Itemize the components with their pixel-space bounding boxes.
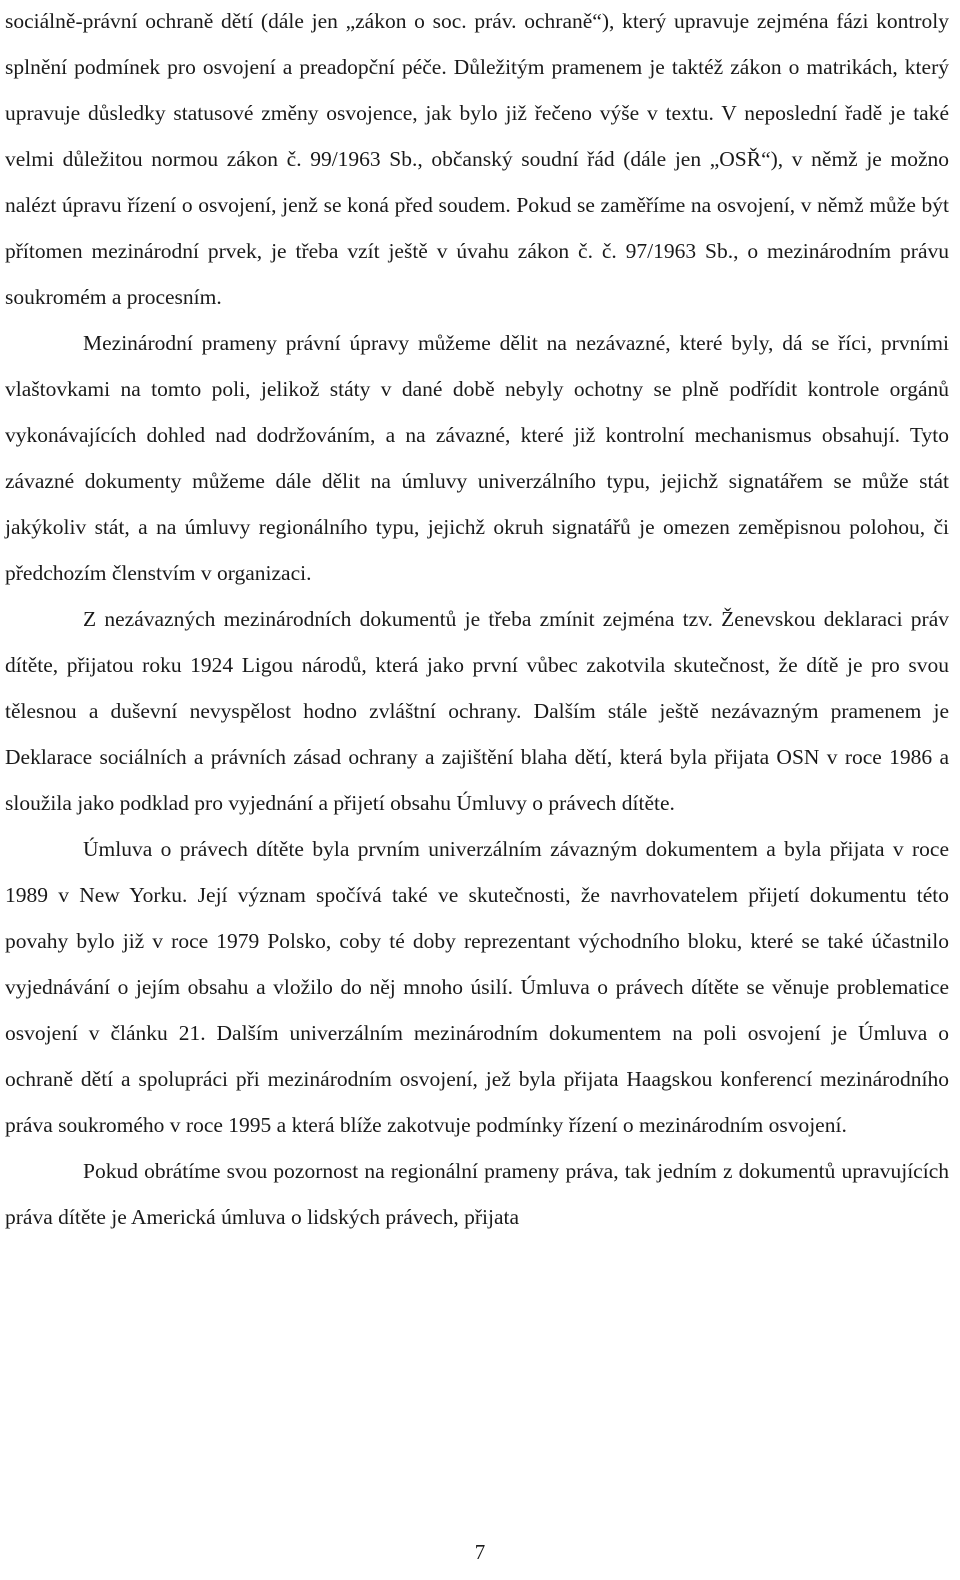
page-number: 7	[474, 1540, 486, 1564]
paragraph-2: Mezinárodní prameny právní úpravy můžeme dělit na nezávazné, které byly, dá se říci, prvními vlaštovkami na tomto poli, jelikož státy v dané době nebyly ochotny se plně podřídit kontrole orgánů vykonávajících dohled nad dodržováním, a na závazné, které již kontrolní mechanismus obsahují. Tyto závazné dokumenty můžeme dále dělit na úmluvy univerzálního typu, jejichž signatářem se může stát jakýkoliv stát, a na úmluvy regionálního typu, jejichž okruh signatářů je omezen zeměpisnou polohou, či předchozím členstvím v organizaci.	[5, 331, 949, 585]
paragraph-1: sociálně-právní ochraně dětí (dále jen „zákon o soc. práv. ochraně“), který upravuje zejména fázi kontroly splnění podmínek pro osvojení a preadopční péče. Důležitým pramenem je taktéž zákon o matrikách, který upravuje důsledky statusové změny osvojence, jak bylo již řečeno výše v textu. V neposlední řadě je také velmi důležitou normou zákon č. 99/1963 Sb., občanský soudní řád (dále jen „OSŘ“), v němž je možno nalézt úpravu řízení o osvojení, jenž se koná před soudem. Pokud se zaměříme na osvojení, v němž může být přítomen mezinárodní prvek, je třeba vzít ještě v úvahu zákon č. č. 97/1963 Sb., o mezinárodním právu soukromém a procesním.	[5, 9, 949, 309]
body-text	[5, 0, 949, 1240]
paragraph-3: Z nezávazných mezinárodních dokumentů je třeba zmínit zejména tzv. Ženevskou deklaraci práv dítěte, přijatou roku 1924 Ligou národů, která jako první vůbec zakotvila skutečnost, že dítě je pro svou tělesnou a duševní nevyspělost hodno zvláštní ochrany. Dalším stále ještě nezávazným pramenem je Deklarace sociálních a právních zásad ochrany a zajištění blaha dětí, která byla přijata OSN v roce 1986 a sloužila jako podklad pro vyjednání a přijetí obsahu Úmluvy o právech dítěte.	[5, 607, 949, 815]
paragraph-4: Úmluva o právech dítěte byla prvním univerzálním závazným dokumentem a byla přijata v roce 1989 v New Yorku. Její význam spočívá také ve skutečnosti, že navrhovatelem přijetí dokumentu této povahy bylo již v roce 1979 Polsko, coby té doby reprezentant východního bloku, které se také účastnilo vyjednávání o jejím obsahu a vložilo do něj mnoho úsilí. Úmluva o právech dítěte se věnuje problematice osvojení v článku 21. Dalším univerzálním mezinárodním dokumentem na poli osvojení je Úmluva o ochraně dětí a spolupráci při mezinárodním osvojení, jež byla přijata Haagskou konferencí mezinárodního práva soukromého v roce 1995 a která blíže zakotvuje podmínky řízení o mezinárodním osvojení.	[5, 837, 949, 1137]
paragraph-5: Pokud obrátíme svou pozornost na regionální prameny práva, tak jedním z dokumentů upravujících práva dítěte je Americká úmluva o lidských právech, přijata	[5, 1159, 949, 1229]
